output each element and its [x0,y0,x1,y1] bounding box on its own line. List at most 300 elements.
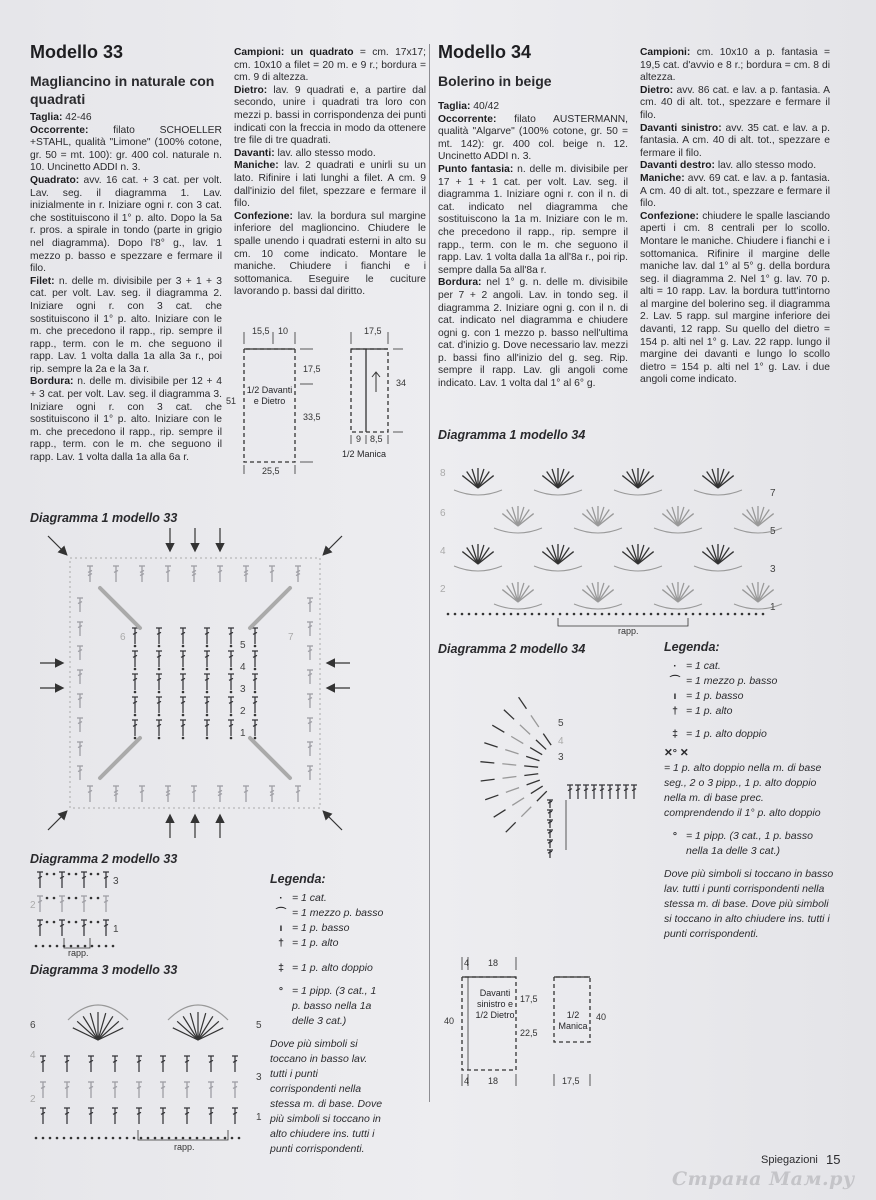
chain-dot [664,613,667,616]
treble-symbol [228,697,234,713]
chain-dot [105,945,108,948]
chain-dot [254,737,257,740]
chain-dot [182,737,185,740]
treble-symbol [64,1056,70,1072]
m33-col1-paragraph-heading: Bordura: [30,376,74,388]
m34-col2-paragraph-text: chiudere le spalle lasciando aperti i cm. 8 centrali per lo scollo. Montare le maniche. Chiudere i fianchi e i sottomanica. Rifinire il margine delle maniche lav. dal 1° al 5° g. della bordura seg. il diagramma 2. Nel 1° g. lav. 70 p. alti = 10 rapp. Lav. la bordura tutt'intorno al margine del bolerino seg. il diagramma 2. Lav. 5 rapp. sul margine inferiore dei davanti, 12 rapp. Su quello del dietro = 154 p. alti nel 1° g. Lav. 22 rapp. lungo il margine dei davanti e lungo lo scollo dietro = 154 p. alti nel 1° g. Lav. i due angoli come indicato. [640,210,830,386]
m33-col2-paragraph-text: lav. allo stesso modo. [274,147,376,159]
dim-sleeve-top: 17,5 [364,326,382,336]
chain-dot [254,668,257,671]
chain-dot [168,1137,171,1140]
m33-col2-paragraph [234,160,426,210]
watermark: Страна Мам.ру [672,1168,855,1190]
chain-dot [238,1137,241,1140]
dim-top-a: 15,5 [252,326,270,336]
border-stitch [484,743,497,747]
m34-col1-paragraph-text: 40/42 [470,101,500,112]
chain-dot [140,1137,143,1140]
treble-symbol [180,674,186,690]
chain-dot [56,945,59,948]
treble-symbol [547,850,553,858]
chain-dot [447,613,450,616]
dim-right-b: 33,5 [303,412,321,422]
chain-dot [42,1137,45,1140]
chain-dot [210,1137,213,1140]
double-treble-symbol [295,566,301,582]
m34-dim-right-b: 22,5 [520,1028,538,1038]
treble-symbol [160,1108,166,1124]
row-number: 6 [30,1020,36,1031]
treble-symbol [623,785,629,799]
treble-symbol [88,1056,94,1072]
m34-col2-paragraph [640,211,830,387]
chain-dot [158,714,161,717]
m34-col1-paragraph [438,114,628,164]
border-stitch [506,788,519,793]
m34-col1-paragraph-text: filato AUSTERMANN, qualità "Algarve" (100% cotone, gr. 50 = mt. 142): gr. 400 col. beige n. 12. Uncinetto ADDI n. 3. [438,113,628,163]
chain-dot [496,613,499,616]
chain-dot [147,1137,150,1140]
chain-dot [517,613,520,616]
chain-dot [134,691,137,694]
treble-symbol [208,1108,214,1124]
chain-dot [552,613,555,616]
chain-dot [90,897,93,900]
border-stitch [506,822,516,832]
m33-col1-paragraph [30,376,222,464]
legend-m34: Legenda: · = 1 cat. ⌒ = 1 mezzo p. basso ı = 1 p. basso † = 1 p. alto ‡ = 1 p. alto doppio ✕° ✕ = 1 p. alto doppio nella m. di base seg., 2 o 3 pipp., 1 p. alto doppio nella m. di base prec. comprendendo il 1° p. alto doppio ° = 1 pipp. (3 cat., 1 p. basso nella 1a delle 3 cat.) Dove più simboli si toccano in basso lav. tutti i punti corrispondenti nella stessa m. di base. Dove più simboli si toccano in alto chiudere ins. tutti i punti corrispondenti. [664,640,836,942]
m34-col2-paragraph-text: avv. 69 cat. e lav. a p. fantasia. A cm. 40 di alt. tot., spezzare e fermare il filo. [640,172,830,210]
model33-title: Modello 33 [30,42,124,62]
m34-col2-paragraph-heading: Confezione: [640,210,699,222]
treble-symbol [64,1108,70,1124]
diagram2-m33-chart [28,866,138,956]
chain-dot [158,737,161,740]
border-stitch [524,774,538,776]
treble-symbol [599,785,605,799]
treble-symbol [547,800,553,808]
model33-instructions-col2 [234,47,426,299]
treble-symbol [180,651,186,667]
double-treble-symbol [269,786,275,802]
treble-symbol [77,622,83,636]
border-stitch [492,725,504,732]
row-number: 1 [256,1112,262,1123]
border-stitch [527,780,540,785]
chain-dot [685,613,688,616]
row-number: 3 [113,876,119,887]
legend-m34-item: = 1 p. alto doppio nella m. di base seg., 2 o 3 pipp., 1 p. alto doppio nella m. di base prec. comprendendo il 1° p. alto doppio [664,762,822,819]
row-number: 4 [440,546,446,557]
row-number: 1 [113,924,119,935]
chain-dot [77,1137,80,1140]
chain-dot [657,613,660,616]
m33-col2-paragraph-text: lav. la bordura sul margine inferiore del maglioncino. Chiudere le spalle unendo i quadrati esterni in alto su cm. 10 come indicato. Montare le maniche. Chiudere i fianchi e i sottomanica. Eseguire le cuciture lavorando p. bassi dal diritto. [234,210,426,298]
rapp-label: rapp. [618,626,639,636]
treble-symbol [204,720,210,736]
m34-col1-paragraph-heading: Punto fantasia: [438,163,514,175]
border-stitch [502,764,516,765]
chain-dot [510,613,513,616]
chain-dot [230,668,233,671]
chain-dot [112,1137,115,1140]
diagonal-chain [100,588,140,628]
diagram2-m34-chart [438,660,648,870]
chain-dot [53,873,56,876]
border-stitch [520,725,530,735]
m34-col2-paragraph-text: cm. 10x10 a p. fantasia = 19,5 cat. d'avvio e 8 r.; bordura = cm. 8 di altezza. [640,47,830,84]
dim-sleeve-b1: 9 [356,434,362,444]
treble-symbol [37,872,43,888]
chain-dot [206,714,209,717]
treble-symbol [243,786,249,802]
chain-dot [206,691,209,694]
chain-arc [654,528,702,533]
treble-symbol [228,628,234,644]
treble-symbol [204,651,210,667]
diagram2-m33-title: Diagramma 2 modello 33 [30,852,178,866]
legend-m34-item: = 1 pipp. (3 cat., 1 p. basso nella 1a delle 3 cat.) [686,830,813,857]
m34-col2-paragraph-heading: Campioni: [640,47,691,58]
row-number: 3 [770,564,776,575]
m33-col1-paragraph-text: filato SCHOELLER +STAHL, qualità "Limone" (100% cotone, gr. 50 = mt. 100): gr. 400 col. naturale n. 10. Uncinetto ADDI n. 3. [30,124,222,174]
chain-dot [68,873,71,876]
treble-symbol [88,1082,94,1098]
double-treble-symbol [243,566,249,582]
chain-dot [748,613,751,616]
row-number: 4 [240,662,246,673]
m33-col2-paragraph [234,85,426,148]
chain-dot [134,714,137,717]
chain-dot [727,613,730,616]
chain-dot [134,645,137,648]
m33-col2-paragraph-text: = cm. 17x17; cm. 10x10 a filet = 20 m. e 9 r.; bordura = cm. 9 di altezza. [234,47,426,84]
border-stitch [485,795,498,800]
row-number: 2 [440,584,446,595]
border-stitch [480,762,494,763]
m34-col2-paragraph-text: avv. 35 cat. e lav. a p. fantasia. A cm. 40 di alt. tot., spezzare e fermare il filo. [640,122,830,159]
m33-col1-paragraph [30,175,222,276]
treble-symbol [547,830,553,838]
m34-dim-top-b: 18 [488,958,499,968]
chain-dot [175,1137,178,1140]
treble-symbol [191,786,197,802]
chain-dot [84,945,87,948]
m33-col1-paragraph [30,125,222,175]
treble-symbol [165,566,171,582]
treble-symbol [77,646,83,660]
join-arrow [324,812,342,830]
row-number: 4 [30,1050,36,1061]
m34-dim-left: 40 [444,1016,455,1026]
treble-symbol [136,1082,142,1098]
row-number: 2 [30,1094,36,1105]
m33-col1-paragraph-heading: Filet: [30,275,55,287]
chain-dot [230,737,233,740]
treble-symbol [37,920,43,936]
legend-m34-note: Dove più simboli si toccano in basso lav. tutti i punti corrispondenti nella stessa m. di base. Dove più simboli si toccano in alto chiudere ins. tutti i punti corrispondenti. [664,868,834,940]
chain-dot [594,613,597,616]
m34-dim-top-a: 4 [464,958,470,968]
treble-symbol [307,646,313,660]
chain-arc [574,528,622,533]
chain-dot [545,613,548,616]
treble-symbol [252,720,258,736]
chain-dot [230,714,233,717]
chain-arc [654,604,702,609]
chain-dot [182,714,185,717]
chain-dot [643,613,646,616]
border-stitch [543,734,551,746]
legend-m33-note: Dove più simboli si toccano in basso lav. tutti i punti corrispondenti nella stessa m. di base. Dove più simboli si toccano in alto chiudere ins. tutti i punti corrispondenti. [270,1038,383,1155]
treble-symbol [156,674,162,690]
chain-dot [580,613,583,616]
m33-col1-paragraph-text: n. delle m. divisibile per 12 + 4 + 3 cat. per volt. Lav. seg. il diagramma 3. Iniziare ogni r. con 3 cat. che sostituiscono il 1° p. alto. Iniziare con le m. che precedono il rapp., rip. sempre il rapp., term. con le m. che seguono il rapp. Lav. 1 volta dalla 1a alla 6a r. [30,376,222,464]
m33-col2-paragraph-heading: Confezione: [234,210,293,222]
dim-top-b: 10 [278,326,289,336]
chain-dot [182,645,185,648]
treble-symbol [232,1056,238,1072]
chain-dot [75,921,78,924]
row-number: 8 [440,468,446,479]
model34-sleeve-label: 1/2 Manica [558,1010,588,1031]
rapp-label: rapp. [174,1142,195,1152]
treble-symbol [575,785,581,799]
treble-symbol [208,1056,214,1072]
treble-symbol [132,720,138,736]
chain-dot [182,1137,185,1140]
m33-col1-paragraph [30,276,222,377]
chain-dot [636,613,639,616]
treble-symbol [228,720,234,736]
chain-dot [699,613,702,616]
chain-dot [134,668,137,671]
model34-instructions-col2 [640,47,830,387]
m33-col2-paragraph-heading: Davanti: [234,147,275,159]
chain-dot [70,945,73,948]
double-treble-symbol [139,566,145,582]
chain-dot [49,1137,52,1140]
treble-symbol [607,785,613,799]
chain-dot [35,1137,38,1140]
dim-bottom: 25,5 [262,466,280,476]
m33-col2-paragraph [234,148,426,161]
chain-dot [46,921,49,924]
treble-symbol [252,697,258,713]
treble-symbol [112,1082,118,1098]
treble-symbol [591,785,597,799]
chain-dot [91,945,94,948]
diagonal-chain [100,738,140,778]
chain-arc [494,528,542,533]
treble-symbol [81,896,87,912]
chain-arc [494,604,542,609]
chain-arc [454,490,502,495]
legend-m33-item: = 1 cat. [292,892,327,904]
model33-schematic-label: 1/2 Davanti e Dietro [246,385,293,406]
model34-schematic-label: Davanti sinistro e 1/2 Dietro [475,988,515,1020]
treble-symbol [59,896,65,912]
chain-dot [206,668,209,671]
legend-m34-item: = 1 p. alto [686,705,733,717]
treble-symbol [103,896,109,912]
chain-dot [75,873,78,876]
model34-schematic [438,952,638,1092]
chain-dot [182,691,185,694]
treble-symbol [112,1056,118,1072]
chain-dot [84,1137,87,1140]
chain-arc [614,490,662,495]
legend-m34-item: = 1 mezzo p. basso [686,675,778,687]
treble-symbol [307,670,313,684]
m33-col2-paragraph-heading: Dietro: [234,84,268,96]
chain-dot [741,613,744,616]
treble-symbol [77,694,83,708]
m34-dim-right-a: 17,5 [520,994,538,1004]
m34-col1-paragraph [438,101,628,114]
border-stitch [531,715,539,727]
treble-symbol [631,785,637,799]
join-arrow [48,536,66,554]
border-stitch [521,807,531,817]
treble-symbol [184,1082,190,1098]
treble-symbol [81,872,87,888]
legend-m33-item: = 1 p. alto [292,937,339,949]
treble-symbol [132,674,138,690]
m34-col2-paragraph-heading: Dietro: [640,84,674,96]
chain-dot [46,873,49,876]
treble-symbol [156,697,162,713]
treble-symbol [307,718,313,732]
border-stitch [524,766,538,767]
row-number: 5 [770,526,776,537]
chain-dot [559,613,562,616]
chain-dot [46,897,49,900]
row-number: 3 [240,684,246,695]
treble-symbol [132,697,138,713]
row-number: 7 [288,632,294,643]
chain-dot [189,1137,192,1140]
treble-symbol [64,1082,70,1098]
chain-dot [587,613,590,616]
chain-dot [97,921,100,924]
treble-symbol [180,628,186,644]
border-stitch [536,740,546,750]
treble-symbol [307,598,313,612]
chain-dot [91,1137,94,1140]
model33-subtitle: Magliancino in naturale con quadrati [30,73,215,107]
chain-dot [734,613,737,616]
treble-symbol [59,872,65,888]
legend-m33-item: = 1 p. basso [292,922,350,934]
cluster-icon: ✕° ✕ [664,747,689,759]
diagram1-m34-title: Diagramma 1 modello 34 [438,428,586,442]
diagram1-m33-title: Diagramma 1 modello 33 [30,511,178,525]
legend-m33: Legenda: · = 1 cat. ⌒ = 1 mezzo p. basso ı = 1 p. basso † = 1 p. alto ‡ = 1 p. alto doppio ° = 1 pipp. (3 cat., 1 p. basso nella 1a delle 3 cat.) Dove più simboli si toccano in basso lav. tutti i punti corrispondenti nella stessa m. di base. Dove più simboli si toccano in alto chiudere ins. tutti i punti corrispondenti. [270,872,384,1155]
chain-dot [706,613,709,616]
row-number: 3 [256,1072,262,1083]
m33-col2-paragraph [234,47,426,85]
model34-instructions-col1 [438,101,628,391]
rapp-label: rapp. [68,948,89,958]
treble-symbol [77,742,83,756]
row-number: 7 [770,488,776,499]
chain-dot [126,1137,129,1140]
treble-symbol [232,1108,238,1124]
chain-dot [755,613,758,616]
m34-col1-paragraph-text: nel 1° g. n. delle m. divisibile per 7 + 2 angoli. Lav. in tondo seg. il diagramma 2. Iniziare ogni g. con il n. di cat. indicato nel diagramma e chiudere ogni g. con 1 mezzo p. basso nell'ultima cat. d'inizio g. Dove necessario lav. mezzi p. bassi fino all'inizio del g. seg. Rip. sempre il rapp. Lav. gli angoli come indicato. Lav. 1 volta dal 1° al 6° g. [438,277,628,390]
m33-col1-paragraph-text: 42-46 [62,112,92,123]
treble-symbol [40,1056,46,1072]
treble-symbol [112,1108,118,1124]
dim-sleeve-b2: 8,5 [370,434,383,444]
m34-dim-bottom-a: 4 [464,1076,470,1086]
treble-symbol [307,622,313,636]
border-stitch [503,777,517,779]
chain-dot [254,714,257,717]
m33-col2-paragraph-text: lav. 9 quadrati e, a partire dal secondo, unire i quadrati tra loro con mezzi p. bassi in corrispondenza dei punti indicati con la freccia in modo da ottenere tre file di tre quadrati. [234,84,426,147]
row-number: 5 [240,640,246,651]
chain-dot [161,1137,164,1140]
footer-section-label: Spiegazioni [761,1154,818,1166]
diagonal-chain [250,738,290,778]
chain-dot [461,613,464,616]
m34-col2-paragraph-heading: Davanti destro: [640,160,715,172]
model33-instructions-col1 [30,112,222,465]
chain-dot [254,645,257,648]
m34-col2-paragraph [640,47,830,85]
chain-dot [90,873,93,876]
treble-symbol [37,896,43,912]
m34-col2-paragraph-heading: Maniche: [640,172,685,184]
border-stitch [481,779,495,781]
chain-dot [98,945,101,948]
row-number: 2 [240,706,246,717]
treble-symbol [160,1082,166,1098]
treble-symbol [160,1056,166,1072]
chain-dot [75,897,78,900]
chain-dot [68,921,71,924]
double-treble-symbol [191,566,197,582]
treble-symbol [252,674,258,690]
treble-symbol [77,718,83,732]
chain-dot [231,1137,234,1140]
m33-col1-paragraph-text: avv. 16 cat. + 3 cat. per volt. Lav. seg. il diagramma 1. Lav. inizialmente in r. Iniziare ogni r. con 3 cat. che sostituiscono il 1° p. alto. Dopo la 5a r. pros. a spirale in tondo (parte in grigio nel diagramma). Dopo l'8° g., lav. 1 mezzo p. basso e spezzare e fermare il filo. [30,174,222,275]
join-arrow [48,812,66,830]
double-treble-symbol [113,786,119,802]
chain-dot [112,945,115,948]
legend-m33-item: = 1 pipp. (3 cat., 1 p. basso nella 1a delle 3 cat.) [292,985,377,1027]
chain-dot [154,1137,157,1140]
row-number: 1 [770,602,776,613]
chain-dot [531,613,534,616]
chain-dot [217,1137,220,1140]
m34-col2-paragraph [640,173,830,211]
m34-col2-paragraph [640,85,830,123]
diagram3-m33-chart [28,980,273,1150]
chain-dot [203,1137,206,1140]
chain-dot [650,613,653,616]
treble-symbol [228,651,234,667]
treble-symbol [228,674,234,690]
chain-dot [77,945,80,948]
chain-dot [98,1137,101,1140]
m34-dim-bottom-b: 18 [488,1076,499,1086]
m34-col2-paragraph [640,123,830,161]
m33-col1-paragraph-heading: Taglia: [30,112,63,123]
treble-symbol [615,785,621,799]
treble-symbol [567,785,573,799]
